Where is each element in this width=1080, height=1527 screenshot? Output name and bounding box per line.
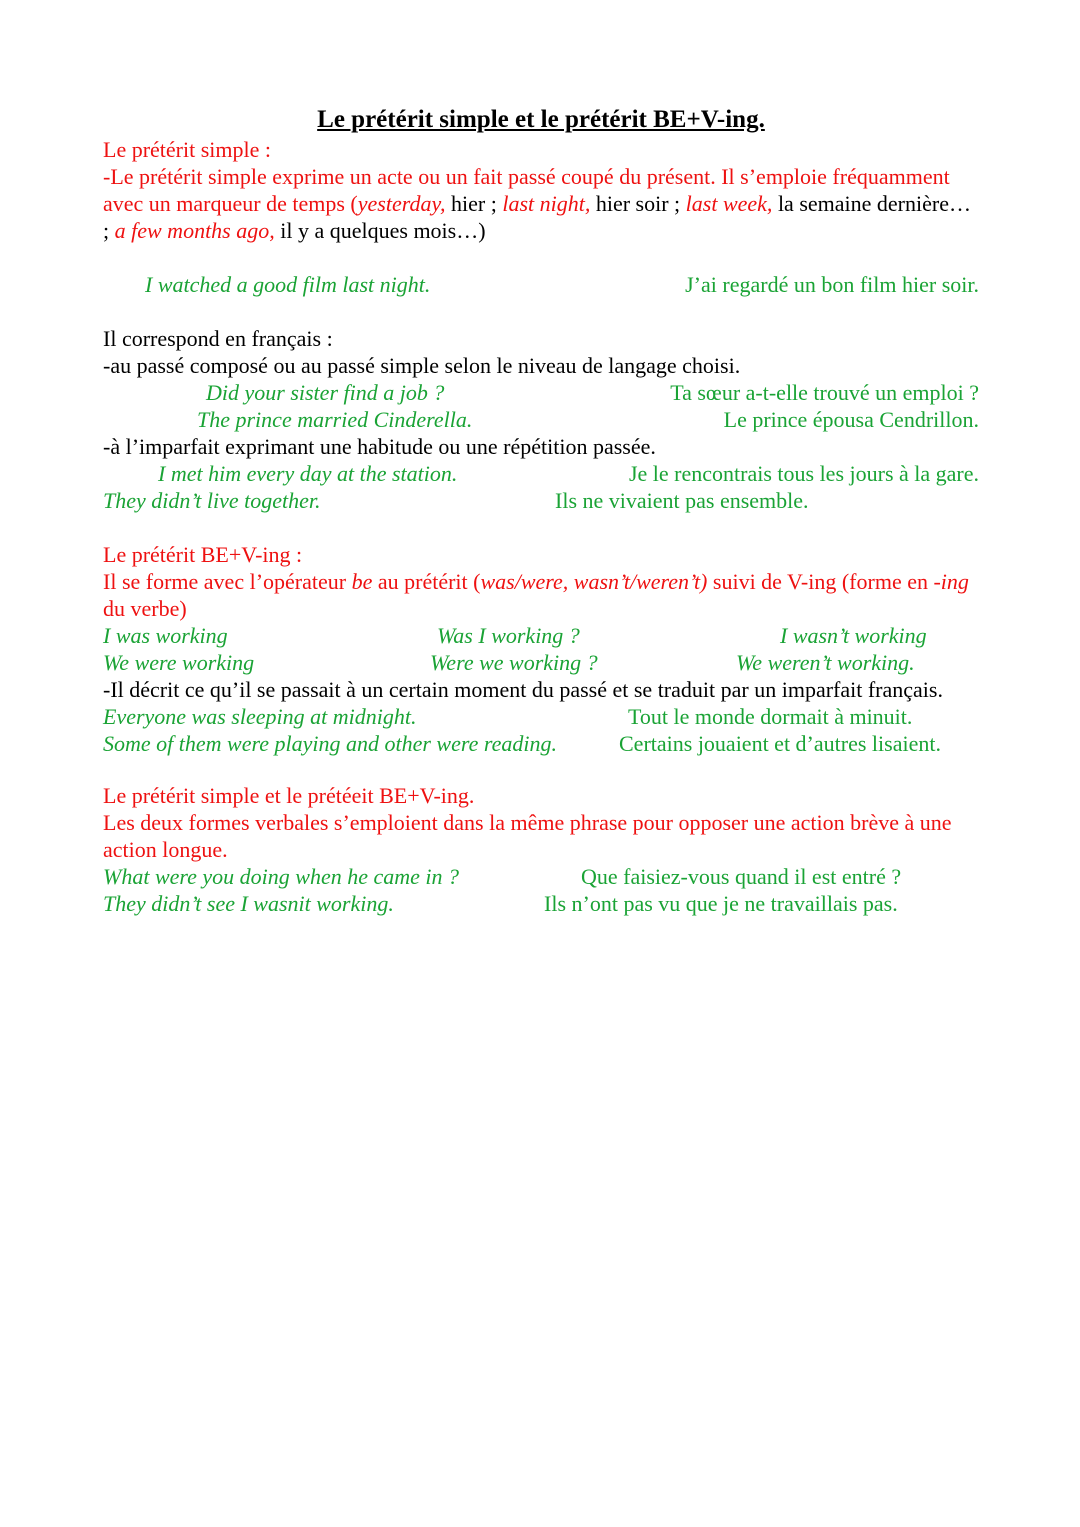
conj-negative: I wasn’t working <box>780 623 927 648</box>
example-row <box>103 890 979 917</box>
example-en: Some of them were playing and other were reading. <box>103 731 557 756</box>
section1-intro: -Le prétérit simple exprime un acte ou un fait passé coupé du présent. Il s’emploie fréquamment avec un marqueur de temps (yesterday, hier ; last night, hier soir ; last week, la semaine dernière… ; a few months ago, il y a quelques mois…) <box>103 164 971 243</box>
example-fr: Tout le monde dormait à minuit. <box>628 704 913 729</box>
example-en: The prince married Cinderella. <box>197 407 473 432</box>
rule1-text: -au passé composé ou au passé simple selon le niveau de langage choisi. <box>103 353 741 378</box>
conj-negative: We weren’t working. <box>736 650 915 675</box>
example-row <box>103 703 979 730</box>
section2-intro: Il se forme avec l’opérateur be au prétérit (was/were, wasn’t/weren’t) suivi de V-ing (forme en -ing du verbe) <box>103 569 969 621</box>
example-en: I watched a good film last night. <box>145 272 431 297</box>
document-title: Le prétérit simple et le prétérit BE+V-ing. <box>317 106 765 133</box>
example-fr: Certains jouaient et d’autres lisaient. <box>619 731 941 756</box>
example-fr: Ils ne vivaient pas ensemble. <box>555 488 809 513</box>
correspond-text: Il correspond en français : <box>103 326 333 351</box>
example-row <box>103 863 979 890</box>
example-row <box>103 487 979 514</box>
example-row <box>103 460 979 487</box>
section2-rule: -Il décrit ce qu’il se passait à un certain moment du passé et se traduit par un imparfait français. <box>103 677 943 702</box>
example-en: They didn’t see I wasnit working. <box>103 891 394 916</box>
example-row <box>103 730 979 757</box>
example-row <box>103 271 979 298</box>
example-row <box>103 379 979 406</box>
section3-intro: Les deux formes verbales s’emploient dans la même phrase pour opposer une action brève à une action longue. <box>103 810 952 862</box>
example-en: Did your sister find a job ? <box>206 380 445 405</box>
rule2-text: -à l’imparfait exprimant une habitude ou une répétition passée. <box>103 434 656 459</box>
example-fr: Ils n’ont pas vu que je ne travaillais pas. <box>544 891 898 916</box>
example-fr: J’ai regardé un bon film hier soir. <box>685 272 979 297</box>
example-en: I met him every day at the station. <box>158 461 458 486</box>
conj-affirm: I was working <box>103 623 228 648</box>
example-fr: Je le rencontrais tous les jours à la gare. <box>628 461 979 486</box>
example-en: Everyone was sleeping at midnight. <box>103 704 417 729</box>
section3-heading: Le prétérit simple et le prétéeit BE+V-ing. <box>103 783 475 808</box>
example-fr: Le prince épousa Cendrillon. <box>723 407 979 432</box>
conj-question: Were we working ? <box>430 650 598 675</box>
conjugation-row <box>103 622 979 649</box>
conj-affirm: We were working <box>103 650 255 675</box>
conj-question: Was I working ? <box>437 623 580 648</box>
document-page <box>103 105 979 917</box>
example-en: They didn’t live together. <box>103 488 321 513</box>
section1-heading: Le prétérit simple : <box>103 137 271 162</box>
example-fr: Que faisiez-vous quand il est entré ? <box>581 864 902 889</box>
example-row <box>103 406 979 433</box>
conjugation-row <box>103 649 979 676</box>
section2-heading: Le prétérit BE+V-ing : <box>103 542 303 567</box>
example-fr: Ta sœur a-t-elle trouvé un emploi ? <box>670 380 979 405</box>
example-en: What were you doing when he came in ? <box>103 864 459 889</box>
